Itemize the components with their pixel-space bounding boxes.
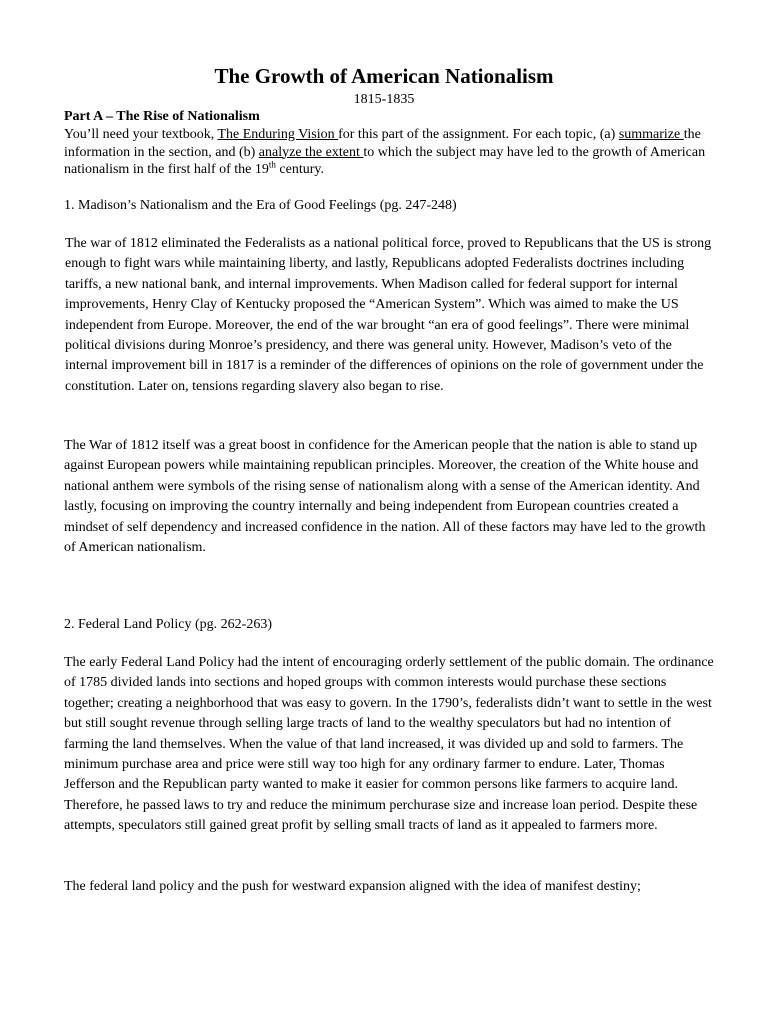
part-a-instructions [64, 126, 714, 179]
intro-text: century. [275, 162, 324, 177]
intro-text: the information in the section, and (b) [64, 127, 701, 160]
paragraph: The federal land policy and the push for westward expansion aligned with the idea of manifest destiny; [64, 879, 641, 894]
topic-1-analysis [64, 436, 714, 558]
paragraph: The War of 1812 itself was a great boost in confidence for the American people that the nation is able to stand up against European powers while maintaining republican principles. Moreover, the creation of the White house and national anthem were symbols of the rising sense of nationalism along with a sense of the American identity. And lastly, focusing on improving the country internally and being independent from European countries created a mindset of self dependency and increased confidence in the nation. All of these factors may have led to the growth of American nationalism. [64, 438, 706, 556]
ordinal-suffix: th [268, 159, 276, 170]
topic-2-analysis [64, 877, 714, 897]
textbook-title: The Enduring Vision [217, 127, 339, 142]
analyze-term: analyze the extent [258, 144, 364, 160]
intro-text: for this part of the assignment. For each topic, (a) [338, 127, 619, 142]
topic-2-summary [64, 653, 714, 837]
intro-text: You’ll need your textbook, [64, 127, 218, 142]
summarize-term: summarize [618, 127, 684, 142]
topic-2-heading: 2. Federal Land Policy (pg. 262-263) [64, 617, 273, 632]
part-a-heading: Part A – The Rise of Nationalism [64, 109, 260, 124]
topic-1-summary [65, 234, 715, 397]
date-range: 1815-1835 [353, 92, 415, 107]
topic-1-heading: 1. Madison’s Nationalism and the Era of Good Feelings (pg. 247-248) [64, 198, 457, 213]
paragraph: The war of 1812 eliminated the Federalists as a national political force, proved to Republicans that the US is strong enough to fight wars while maintaining liberty, and lastly, Republicans adopted Federalists doctrines including tariffs, a new national bank, and internal improvements. When Madison called for federal support for internal improvements, Henry Clay of Kentucky proposed the “American System”. Which was aimed to make the US independent from Europe. Moreover, the end of the war brought “an era of good feelings”. There were minimal political divisions during Monroe’s presidency, and there was general unity. However, Madison’s veto of the internal improvement bill in 1817 is a reminder of the differences of opinions on the role of government under the constitution. Later on, tensions regarding slavery also began to rise. [65, 236, 712, 394]
paragraph: The early Federal Land Policy had the intent of encouraging orderly settlement of the public domain. The ordinance of 1785 divided lands into sections and hoped groups with common interests would purchase these sections together; creating a neighborhood that was easy to govern. In the 1790’s, federalists didn’t want to settle in the west but still sought revenue through selling large tracts of land to the wealthy speculators but had no intention of farming the land themselves. When the value of that land increased, it was divided up and sold to farmers. The minimum purchase area and price were still way too high for any ordinary farmer to endure. Later, Thomas Jefferson and the Republican party wanted to make it easier for common persons like farmers to acquire land. Therefore, he passed laws to try and reduce the minimum perchurase size and increase loan period. Despite these attempts, speculators still gained great profit by selling small tracts of land as it appealed to farmers more. [64, 655, 714, 834]
page-title: The Growth of American Nationalism [214, 64, 554, 88]
intro-text: to which the subject may have led to the growth of American nationalism in the first half of the 19 [64, 144, 706, 177]
